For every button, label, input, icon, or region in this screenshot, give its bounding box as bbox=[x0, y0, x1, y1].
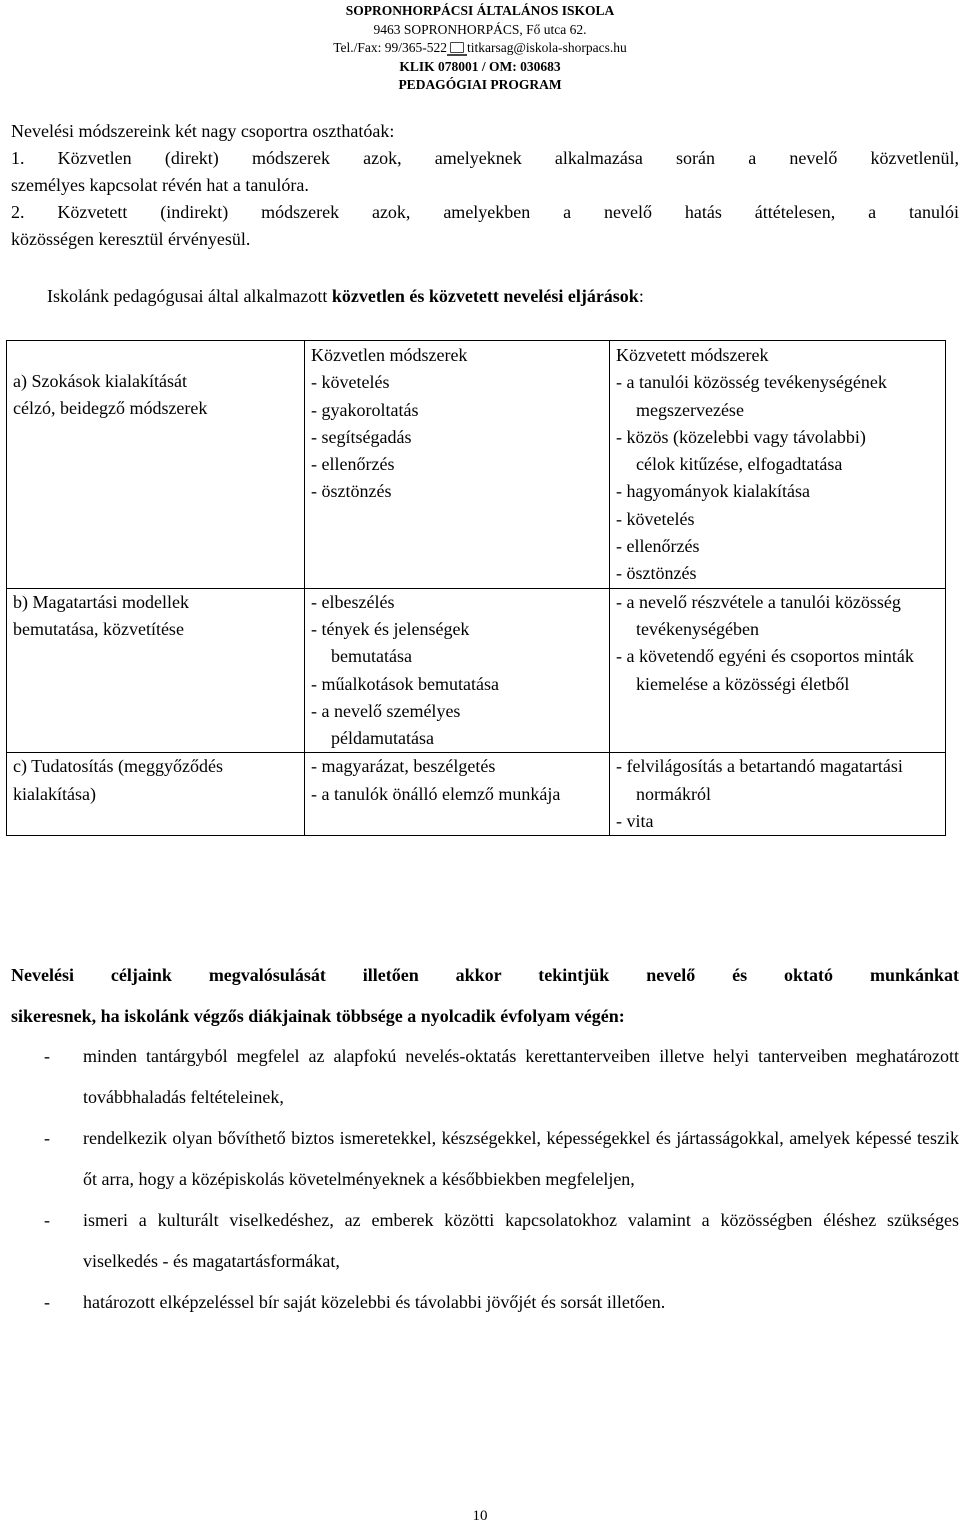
list-item: - a követendő egyéni és csoportos minták kiemelése a közösségi életből bbox=[616, 646, 914, 694]
methods-table bbox=[6, 340, 946, 836]
list-item: - a tanulói közösség tevékenységének megszervezése bbox=[616, 372, 887, 420]
column-header-direct: Közvetlen módszerek bbox=[311, 345, 468, 365]
goal-text: ismeri a kulturált viselkedéshez, az emberek közötti kapcsolatokhoz valamint a közösségben éléshez szükséges viselkedés - és magatartásformákat, bbox=[83, 1210, 959, 1271]
column-header-indirect: Közvetett módszerek bbox=[616, 345, 769, 365]
list-item: - magyarázat, beszélgetés bbox=[311, 756, 496, 777]
goals-heading-line: sikeresnek, ha iskolánk végzős diákjainak többsége a nyolcadik évfolyam végén: bbox=[11, 1006, 625, 1026]
goal-text: határozott elképzeléssel bír saját közelebbi és távolabbi jövőjét és sorsát illetően. bbox=[83, 1292, 666, 1312]
category-line: célzó, beidegző módszerek bbox=[13, 398, 208, 419]
category-cell bbox=[7, 588, 305, 753]
category-cell bbox=[7, 753, 305, 836]
indirect-cell bbox=[610, 588, 946, 753]
category-line: kialakítása) bbox=[13, 783, 96, 804]
indirect-cell bbox=[610, 341, 946, 589]
table-row bbox=[7, 341, 946, 589]
list-item: - követelés bbox=[616, 508, 695, 529]
category-line: c) Tudatosítás (meggyőződés bbox=[13, 756, 223, 777]
list-item: - vita bbox=[616, 811, 654, 832]
category-cell bbox=[7, 341, 305, 589]
list-item bbox=[11, 1118, 959, 1200]
list-item bbox=[11, 1282, 959, 1323]
lead-end: : bbox=[638, 286, 644, 306]
direct-cell bbox=[305, 341, 610, 589]
table-row bbox=[7, 588, 946, 753]
category-line: b) Magatartási modellek bbox=[13, 591, 189, 612]
list-item: - ellenőrzés bbox=[311, 454, 395, 475]
school-ids: KLIK 078001 / OM: 030683 bbox=[399, 58, 561, 74]
list-item: - ellenőrzés bbox=[616, 536, 700, 557]
bullet-dash: - bbox=[44, 1292, 50, 1312]
intro-item-2a: 2. Közvetett (indirekt) módszerek azok, amelyekben a nevelő hatás áttételesen, a tanulói bbox=[11, 202, 959, 222]
list-item: - hagyományok kialakítása bbox=[616, 481, 810, 502]
lead-text: Iskolánk pedagógusai által alkalmazott bbox=[47, 286, 332, 306]
goals-list bbox=[11, 1036, 959, 1323]
list-item: - elbeszélés bbox=[311, 591, 395, 612]
page-header bbox=[0, 2, 960, 95]
intro-item-2b: közösségen keresztül érvényesül. bbox=[11, 229, 251, 249]
bullet-dash: - bbox=[44, 1128, 50, 1148]
direct-cell bbox=[305, 588, 610, 753]
lead-bold: közvetlen és közvetett nevelési eljárások bbox=[331, 286, 639, 306]
category-line: a) Szokások kialakítását bbox=[13, 371, 187, 391]
list-item: - műalkotások bemutatása bbox=[311, 673, 499, 694]
list-item: - tények és jelenségek bemutatása bbox=[311, 618, 470, 667]
school-name: SOPRONHORPÁCSI ÁLTALÁNOS ISKOLA bbox=[345, 3, 615, 18]
phone: Tel./Fax: 99/365-522 bbox=[333, 40, 447, 55]
page-number: 10 bbox=[472, 1508, 488, 1524]
list-item: - ösztönzés bbox=[311, 481, 392, 502]
intro-line: Nevelési módszereink két nagy csoportra oszthatóak: bbox=[11, 121, 395, 141]
bullet-dash: - bbox=[44, 1210, 50, 1230]
bullet-dash: - bbox=[44, 1046, 50, 1066]
intro-item-1b: személyes kapcsolat révén hat a tanulóra. bbox=[11, 175, 309, 195]
table-row bbox=[7, 753, 946, 836]
list-item bbox=[11, 1036, 959, 1118]
list-item: - felvilágosítás a betartandó magatartási normákról bbox=[616, 756, 903, 804]
document-title: PEDAGÓGIAI PROGRAM bbox=[398, 77, 562, 92]
goal-text: rendelkezik olyan bővíthető biztos ismeretekkel, készségekkel, képességekkel és jártasságokkal, amelyek képessé teszik őt arra, hogy a középiskolás követelményeknek a későbbiekben megfeleljen, bbox=[83, 1128, 959, 1189]
goals-heading-line: Nevelési céljaink megvalósulását illetően akkor tekintjük nevelő és oktató munkánkat bbox=[11, 965, 959, 985]
computer-icon bbox=[450, 42, 464, 53]
email: titkarsag@iskola-shorpacs.hu bbox=[467, 40, 627, 55]
list-item: - a nevelő részvétele a tanulói közösség tevékenységében bbox=[616, 591, 901, 639]
table-lead bbox=[47, 286, 644, 307]
list-item: - közös (közelebbi vagy távolabbi) célok kitűzése, elfogadtatása bbox=[616, 426, 866, 475]
list-item: - ösztönzés bbox=[616, 563, 697, 584]
indirect-cell bbox=[610, 753, 946, 836]
intro-item-1a: 1. Közvetlen (direkt) módszerek azok, amelyeknek alkalmazása során a nevelő közvetlenül, bbox=[11, 148, 959, 168]
list-item: - gyakoroltatás bbox=[311, 399, 419, 420]
list-item: - segítségadás bbox=[311, 426, 412, 447]
category-line: bemutatása, közvetítése bbox=[13, 618, 184, 639]
list-item bbox=[11, 1200, 959, 1282]
list-item: - a nevelő személyes példamutatása bbox=[311, 700, 461, 749]
school-address: 9463 SOPRONHORPÁCS, Fő utca 62. bbox=[373, 21, 587, 37]
list-item: - követelés bbox=[311, 372, 390, 393]
goal-text: minden tantárgyból megfelel az alapfokú nevelés-oktatás kerettanterveiben illetve helyi tanterveiben meghatározott továbbhaladás feltételeinek, bbox=[83, 1046, 959, 1107]
intro-section bbox=[11, 118, 959, 253]
school-contact bbox=[0, 39, 960, 58]
direct-cell bbox=[305, 753, 610, 836]
list-item: - a tanulók önálló elemző munkája bbox=[311, 783, 561, 804]
goals-heading bbox=[11, 955, 959, 1037]
